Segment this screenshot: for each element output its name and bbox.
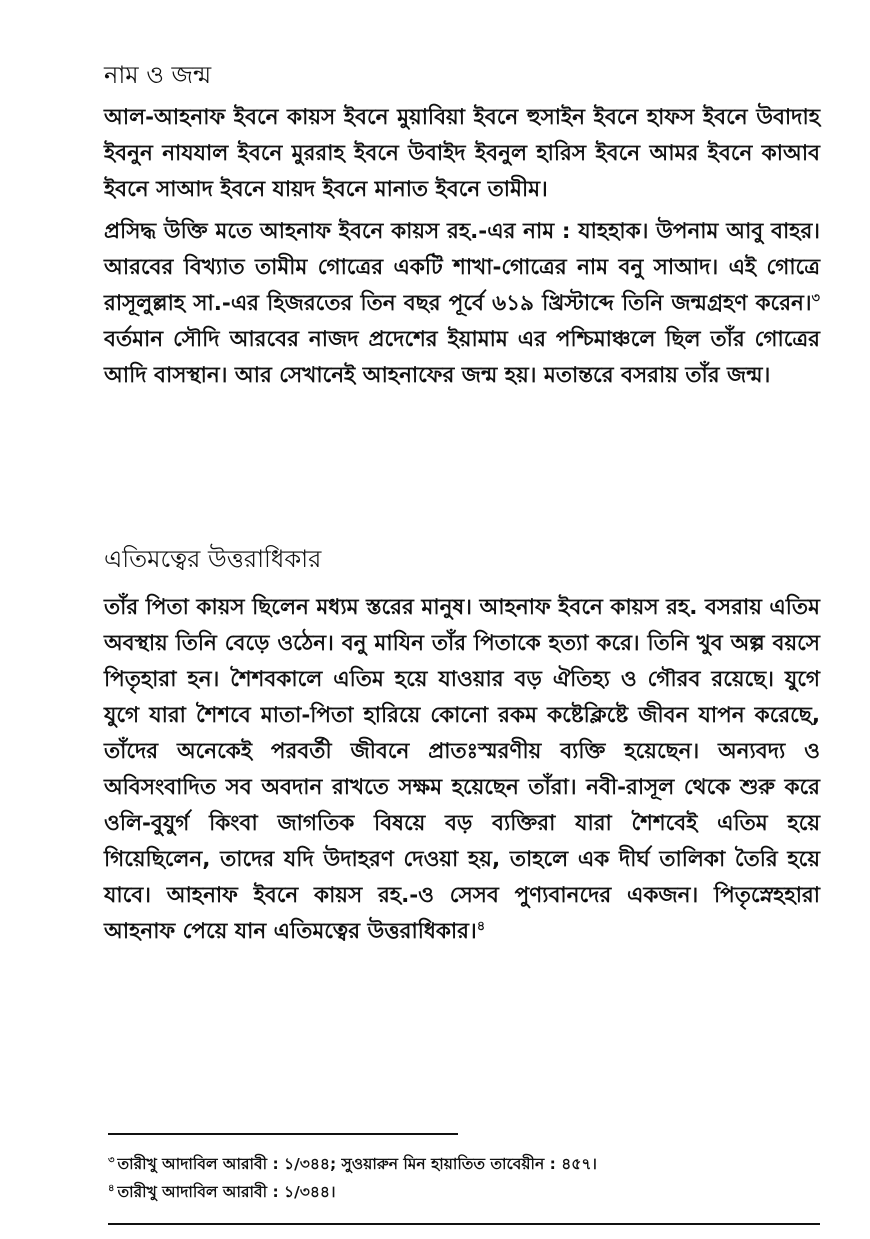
- footnote-divider: [108, 1133, 458, 1135]
- footnote-4: [108, 1178, 808, 1206]
- paragraph-lineage: আল-আহনাফ ইবনে কায়স ইবনে মুয়াবিয়া ইবনে হুসাইন ইবনে হাফস ইবনে উবাদাহ ইবনুন নাযযাল ইবনে মুররাহ ইবনে উবাইদ ইবনুল হারিস ইবনে আমর ইবনে কাআব ইবনে সাআদ ইবনে যায়দ ইবনে মানাত ইবনে তামীম।: [104, 105, 820, 202]
- section-heading-name-birth: নাম ও জন্ম: [104, 61, 212, 89]
- footnote-text: তারীখু আদাবিল আরাবী : ১/৩৪৪।: [117, 1183, 336, 1201]
- footnotes: [108, 1150, 808, 1206]
- paragraph-orphanhood-text: তাঁর পিতা কায়স ছিলেন মধ্যম স্তরের মানুষ। আহনাফ ইবনে কায়স রহ. বসরায় এতিম অবস্থায় তিনি বেড়ে ওঠেন। বনু মাযিন তাঁর পিতাকে হত্যা করে। তিনি খুব অল্প বয়সে পিতৃহারা হন। শৈশবকালে এতিম হয়ে যাওয়ার বড় ঐতিহ্য ও গৌরব রয়েছে। যুগে যুগে যারা শৈশবে মাতা-পিতা হারিয়ে কোনো রকম কষ্টেক্লিষ্টে জীবন যাপন করেছে, তাঁদের অনেকেই পরবর্তী জীবনে প্রাতঃস্মরণীয় ব্যক্তি হয়েছেন। অন্যবদ্য ও অবিসংবাদিত সব অবদান রাখতে সক্ষম হয়েছেন তাঁরা। নবী-রাসূল থেকে শুরু করে ওলি-বুযুর্গ কিংবা জাগতিক বিষয়ে বড় ব্যক্তিরা যারা শৈশবেই এতিম হয়ে গিয়েছিলেন, তাদের যদি উদাহরণ দেওয়া হয়, তাহলে এক দীর্ঘ তালিকা তৈরি হয়ে যাবে। আহনাফ ইবনে কায়স রহ.-ও সেসব পুণ্যবানদের একজন। পিতৃস্নেহহারা আহনাফ পেয়ে যান এতিমত্বের উত্তরাধিকার।: [104, 595, 820, 944]
- section-name-birth: [104, 58, 820, 400]
- page-bottom-divider: [108, 1223, 820, 1225]
- footnote-ref-3[interactable]: ৩: [811, 290, 820, 306]
- footnote-3: [108, 1150, 808, 1178]
- footnote-mark: ৩: [108, 1154, 115, 1166]
- paragraph-birth: [104, 214, 820, 394]
- section-heading-orphanhood: এতিমত্বের উত্তরাধিকার: [104, 545, 322, 573]
- footnote-ref-4[interactable]: ৪: [476, 918, 486, 934]
- section-orphanhood: [104, 590, 820, 956]
- footnote-mark: ৪: [108, 1182, 115, 1194]
- paragraph-birth-text-b: বর্তমান সৌদি আরবের নাজদ প্রদেশের ইয়ামাম এর পশ্চিমাঞ্চলে ছিল তাঁর গোত্রের আদি বাসস্থান। আর সেখানেই আহনাফের জন্ম হয়। মতান্তরে বসরায় তাঁর জন্ম।: [104, 327, 820, 388]
- paragraph-orphanhood: [104, 590, 820, 950]
- paragraph-birth-text-a: প্রসিদ্ধ উক্তি মতে আহনাফ ইবনে কায়স রহ.-এর নাম : যাহহাক। উপনাম আবু বাহর। আরবের বিখ্যাত তামীম গোত্রের একটি শাখা-গোত্রের নাম বনু সাআদ। এই গোত্রে রাসূলুল্লাহ সা.-এর হিজরতের তিন বছর পূর্বে ৬১৯ খ্রিস্টাব্দে তিনি জন্মগ্রহণ করেন।: [104, 219, 820, 316]
- footnote-text: তারীখু আদাবিল আরাবী : ১/৩৪৪; সুওয়ারুন মিন হায়াতিত তাবেয়ীন : ৪৫৭।: [117, 1155, 597, 1173]
